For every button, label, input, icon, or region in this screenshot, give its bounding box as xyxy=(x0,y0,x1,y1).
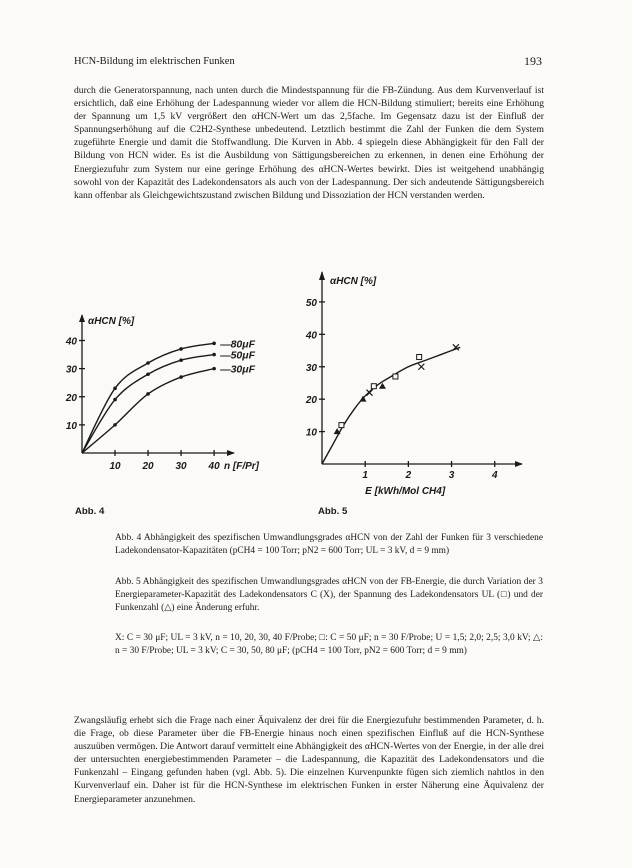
marker-square xyxy=(393,374,398,379)
x-tick-label: 2 xyxy=(405,470,412,481)
data-point xyxy=(113,423,117,427)
y-tick-label: 40 xyxy=(305,330,317,342)
data-point xyxy=(113,387,117,391)
data-point xyxy=(212,342,216,346)
caption-abb4: Abb. 4 Abhängigkeit des spezifischen Umwandlungsgrades αHCN von der Zahl der Funken für 3 verschiedene Ladekondensator-Kapazitäten (pCH4 = 100 Torr; pN2 = 600 Torr; UL = 3 kV, d = 9 mm) xyxy=(115,533,543,556)
data-point xyxy=(212,367,216,371)
figure-4-chart xyxy=(62,308,282,508)
x-tick-label: 3 xyxy=(448,470,455,481)
y-tick-label: 30 xyxy=(65,364,77,376)
curve-50μF xyxy=(82,355,214,453)
figure-5-chart xyxy=(300,266,540,508)
y-axis-arrow xyxy=(79,314,85,322)
data-point xyxy=(146,361,150,365)
caption-abb5: Abb. 5 Abhängigkeit des spezifischen Umwandlungsgrades αHCN von der FB-Energie, die durch Variation der 3 Energieparameter-Kapazität des Ladekondensators C (X), der Spannung des Ladekondensators UL (□) und der Funkenzahl (△) eine Änderung erfuhr. xyxy=(115,577,543,613)
marker-x xyxy=(367,390,373,396)
x-tick-label: 10 xyxy=(109,461,121,472)
fit-curve xyxy=(322,347,460,464)
y-tick-label: 40 xyxy=(65,336,77,348)
paragraph-2: Zwangsläufig erhebt sich die Frage nach einer Äquivalenz der drei für die Energiezufuhr bestimmenden Parameter, d. h. die Frage, ob diese Parameter über die FB-Energie hinaus noch einen spezifischen Einfluß auf die HCN-Synthese auszuüben vermögen. Die Antwort darauf vermittelt eine Abhängigkeit des αHCN-Wertes von der Energie, in der alle drei der untersuchten energiebestimmenden Parameter – die Ladespannung, die Kapazität des Ladekondensators und die Funkenzahl – Eingang gefunden haben (vgl. Abb. 5). Die einzelnen Kurvenpunkte fügen sich ziemlich nahtlos in den Kurvenverlauf ein. Daher ist für die HCN-Synthese im elektrischen Funken in erster Näherung eine Äquivalenz der Energieparameter anzunehmen. xyxy=(74,715,544,805)
x-axis-arrow xyxy=(515,461,523,467)
series-label: —80μF xyxy=(220,338,256,351)
x-tick-label: 20 xyxy=(142,461,154,472)
series-label: —50μF xyxy=(220,349,256,362)
y-tick-label: 50 xyxy=(305,297,317,309)
data-point xyxy=(212,353,216,357)
data-point xyxy=(179,347,183,351)
x-tick-label: 1 xyxy=(362,470,368,481)
running-title: HCN-Bildung im elektrischen Funken xyxy=(74,56,235,67)
x-axis-label: E [kWh/Mol CH4] xyxy=(365,486,446,497)
y-axis-arrow xyxy=(319,271,325,280)
figure-5-label: Abb. 5 xyxy=(318,506,348,517)
x-axis-arrow xyxy=(227,450,235,456)
x-tick-label: 40 xyxy=(208,461,220,472)
caption-abb5-detail: X: C = 30 μF; UL = 3 kV, n = 10, 20, 30, 40 F/Probe; □: C = 50 μF; n = 30 F/Probe; U = 1,5; 2,0; 2,5; 3,0 kV; △: n = 30 F/Probe; UL = 3 kV; C = 30, 50, 80 μF; (pCH4 = 100 Torr, pN2 = 600 Torr; d = 9 mm) xyxy=(115,633,543,656)
data-point xyxy=(179,375,183,379)
marker-square xyxy=(339,423,344,428)
data-point xyxy=(113,398,117,402)
page-number: 193 xyxy=(524,54,542,68)
y-tick-label: 10 xyxy=(65,420,77,432)
y-tick-label: 30 xyxy=(305,362,317,374)
y-tick-label: 10 xyxy=(305,427,317,439)
marker-square xyxy=(371,384,376,389)
x-tick-label: 4 xyxy=(491,470,498,481)
data-point xyxy=(146,392,150,396)
paragraph-1: durch die Generatorspannung, nach unten durch die Mindestspannung für die FB-Zündung. Aus dem Kurvenverlauf ist ersichtlich, daß eine Erhöhung der Ladespannung wieder vor allem die HCN-Bildung stimuliert; bereits eine Erhöhung der Spannung um 1,5 kV vergrößert den αHCN-Wert um das 2,5fache. Im Gegensatz dazu ist der Einfluß der Spannungserhöhung auf die C2H2-Synthese unbedeutend. Letztlich bestimmt die Zahl der Funken die dem System zugeführte Energie und damit die Stoffwandlung. Die Kurven in Abb. 4 spiegeln diese Abhängigkeit für den Fall der Bildung von HCN wider. Es ist die Ausbildung von Sättigungsbereichen zu erkennen, in denen eine Erhöhung der Energiezufuhr zum System nur eine geringe Erhöhung des αHCN-Wertes bewirkt. Dies ist weitgehend unabhängig sowohl von der Kapazität des Ladekondensators als auch von der Ladespannung. Der sich andeutende Sättigungsbereich kann offenbar als Gleichgewichtszustand zwischen Bildung und Dissoziation der HCN verstanden werden. xyxy=(74,85,544,201)
marker-x xyxy=(418,364,424,370)
data-point xyxy=(179,358,183,362)
y-axis-label: αHCN [%] xyxy=(88,316,135,327)
y-tick-label: 20 xyxy=(65,392,77,404)
x-tick-label: 30 xyxy=(175,461,187,472)
x-axis-label: n [F/Pr] xyxy=(224,461,259,472)
series-label: —30μF xyxy=(220,363,256,376)
figure-4-label: Abb. 4 xyxy=(75,506,105,517)
running-header xyxy=(74,56,542,67)
y-tick-label: 20 xyxy=(305,395,317,407)
y-axis-label: αHCN [%] xyxy=(330,276,377,287)
data-point xyxy=(146,372,150,376)
marker-square xyxy=(417,355,422,360)
